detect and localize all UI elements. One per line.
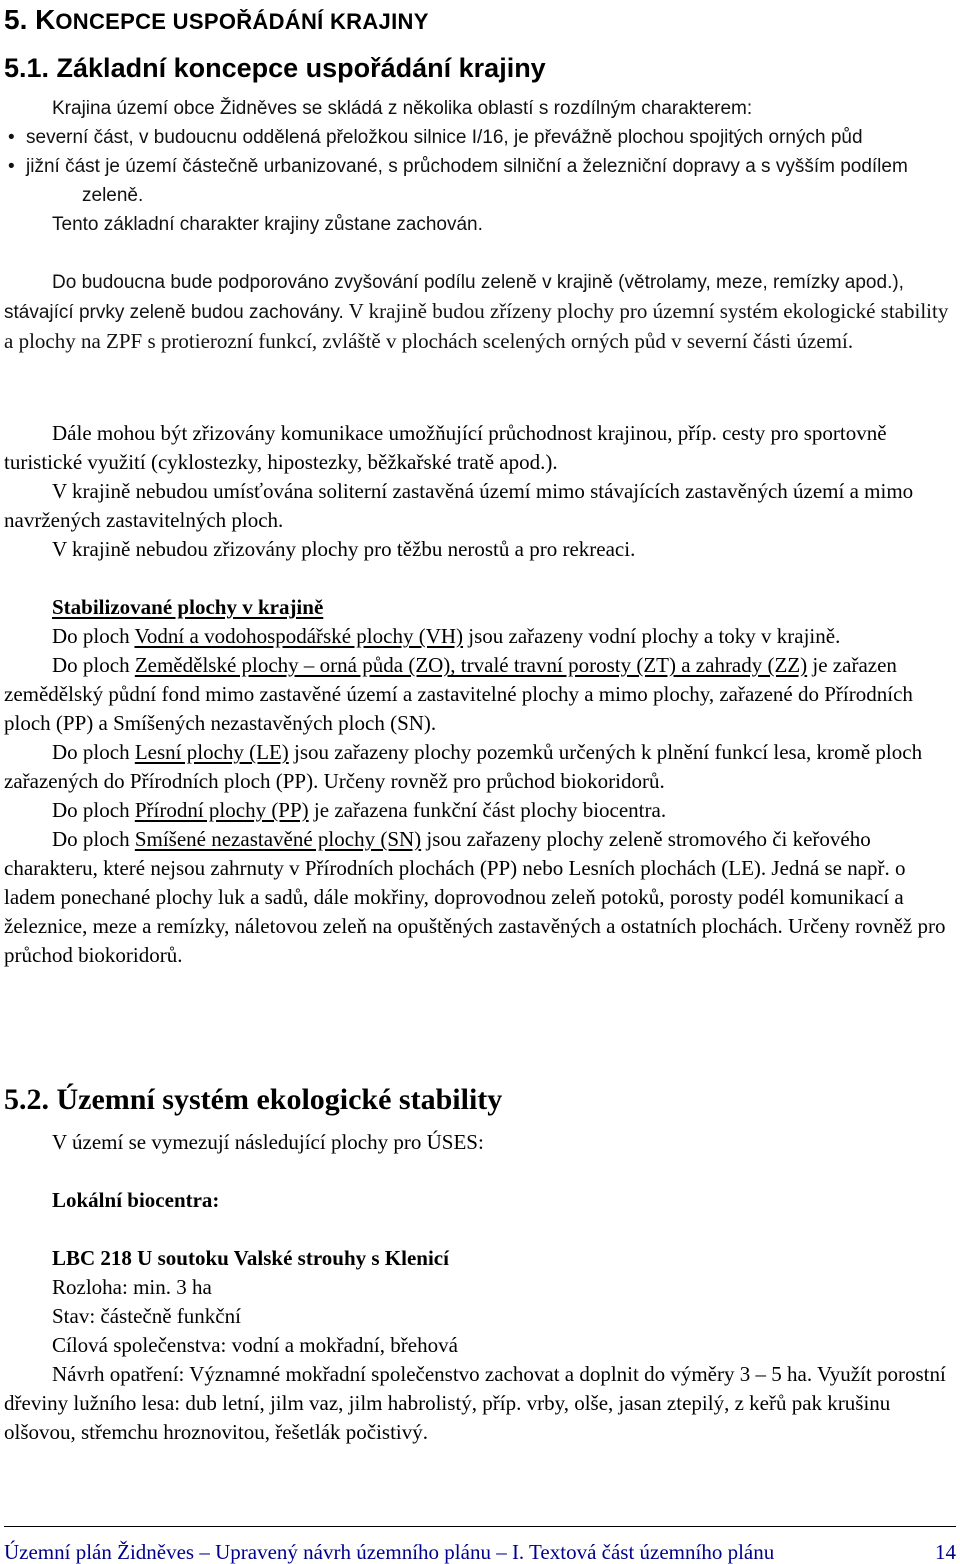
page-footer <box>4 1540 956 1564</box>
para2-text: Do budoucna bude podporováno zvyšování podílu zeleně v krajině (větrolamy, meze, remízky apod.), stávající prvky zeleně budou zachovány. <box>4 272 904 323</box>
chapter-title-initial: K <box>35 4 56 35</box>
pp-term: Přírodní plochy (PP) <box>134 798 309 822</box>
bullet-text: severní část, v budoucnu oddělená přeložkou silnice I/16, je převážně plochou spojitých orných půd <box>26 127 863 148</box>
rule-mining: V krajině nebudou zřizovány plochy pro těžbu nerostů a pro rekreaci. <box>52 537 636 561</box>
bullet-item-south <box>4 152 956 210</box>
chapter-heading <box>4 2 429 40</box>
zo-term: Zemědělské plochy – orná půda (ZO), trvalé travní porosty (ZT) a zahrady (ZZ) <box>134 653 808 677</box>
sn-term: Smíšené nezastavěné plochy (SN) <box>134 827 422 851</box>
stabilized-le: Do ploch Lesní plochy (LE) jsou zařazeny plochy pozemků určených k plnění funkcí lesa, kromě ploch zařazených do Přírodních ploch (PP). Určeny rovněž pro průchod biokoridorů. <box>4 740 923 793</box>
footer-title: Územní plán Židněves – Upravený návrh územního plánu – I. Textová část územního plánu <box>4 1540 775 1564</box>
le-term: Lesní plochy (LE) <box>134 740 289 764</box>
intro-closing: Tento základní charakter krajiny zůstane zachován. <box>52 214 483 235</box>
bullet-item-north <box>4 123 956 152</box>
vh-term: Vodní a vodohospodářské plochy (VH) <box>134 624 464 648</box>
uses-block <box>4 1128 956 1447</box>
intro-block <box>4 94 956 357</box>
rule-paths: Dále mohou být zřizovány komunikace umožňující průchodnost krajinou, příp. cesty pro sportovně turistické využití (cyklostezky, hipostezky, běžkařské tratě apod.). <box>4 421 887 474</box>
lbc-area: Rozloha: min. 3 ha <box>52 1275 212 1299</box>
lbc-state: Stav: částečně funkční <box>52 1304 241 1328</box>
stabilized-vh: Do ploch Vodní a vodohospodářské plochy (VH) jsou zařazeny vodní plochy a toky v krajině. <box>52 624 841 648</box>
lbc-title: LBC 218 U soutoku Valské strouhy s Klenicí <box>52 1246 449 1270</box>
bullet-symbol: • <box>8 127 15 148</box>
uses-intro: V území se vymezují následující plochy pro ÚSES: <box>52 1130 484 1154</box>
intro-para2 <box>4 268 956 357</box>
stabilized-pp: Do ploch Přírodní plochy (PP) je zařazena funkční část plochy biocentra. <box>52 798 667 822</box>
chapter-number: 5. <box>4 4 36 35</box>
rule-solitary: V krajině nebudou umísťována soliterní zastavěná území mimo stávajících zastavěných území a mimo navržených zastavitelných ploch. <box>4 479 914 532</box>
stabilized-sn: Do ploch Smíšené nezastavěné plochy (SN) jsou zařazeny plochy zeleně stromového či keřového charakteru, které nejsou zahrnuty v Přírodních plochách (PP) nebo Lesních plochách (LE). Jedná se např. o ladem ponechané plochy luk a sadů, dále mokřiny, doprovodnou zeleň potoků, porosty podél komunikací a železnice, meze a remízky, náletovou zeleň na opuštěných zastavěných a ostatních plochách. Určeny rovněž pro průchod biokoridorů. <box>4 827 946 967</box>
uses-subtitle: Lokální biocentra: <box>52 1188 220 1212</box>
stabilized-title: Stabilizované plochy v krajině <box>52 595 324 619</box>
lbc-proposal: Návrh opatření: Významné mokřadní společenstvo zachovat a doplnit do výměry 3 – 5 ha. Využít porostní dřeviny lužního lesa: dub letní, jilm vaz, jilm habrolistý, příp. vrby, olše, jasan ztepilý, z keřů pak krušinu olšovou, střemchu hroznovitou, řešetlák počistivý. <box>4 1362 946 1444</box>
section-heading-5-2: 5.2. Územní systém ekologické stability <box>4 1083 503 1116</box>
footer-rule <box>4 1526 956 1527</box>
intro-lead: Krajina území obce Židněves se skládá z několika oblastí s rozdílným charakterem: <box>52 98 753 119</box>
section-heading-5-1: 5.1. Základní koncepce uspořádání krajiny <box>4 53 546 83</box>
bullet-symbol: • <box>8 156 15 177</box>
landscape-rules <box>4 419 956 970</box>
bullet-text: jižní část je území částečně urbanizované, s průchodem silniční a železniční dopravy a s vyšším podílem zeleně. <box>26 156 908 206</box>
stabilized-zo: Do ploch Zemědělské plochy – orná půda (ZO), trvalé travní porosty (ZT) a zahrady (ZZ) je zařazen zemědělský půdní fond mimo zastavěné území a zastavitelné plochy a mimo plochy, zařazené do Přírodních ploch (PP) a Smíšených nezastavěných ploch (SN). <box>4 653 913 735</box>
lbc-target: Cílová společenstva: vodní a mokřadní, břehová <box>52 1333 458 1357</box>
chapter-title-rest: ONCEPCE USPOŘÁDÁNÍ KRAJINY <box>55 9 429 34</box>
page-number: 14 <box>935 1540 956 1564</box>
para2-continuation: V krajině budou zřízeny plochy pro územní systém ekologické stability a plochy na ZPF s protierozní funkcí, zvláště v plochách scelených orných půd v severní části území. <box>4 299 949 353</box>
